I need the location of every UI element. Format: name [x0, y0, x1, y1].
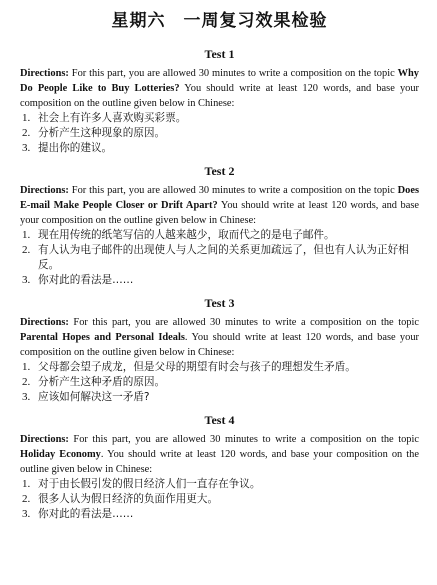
- outline-item-number: 2.: [22, 244, 31, 256]
- test-section-1: [20, 47, 419, 156]
- test-heading: Test 4: [204, 413, 235, 427]
- directions-lead: Directions:: [20, 317, 69, 328]
- outline-list: [20, 360, 419, 405]
- outline-item-text: 对于由长假引发的假日经济人们一直存在争议。: [38, 478, 261, 490]
- directions-pre: For this part, you are allowed 30 minutes to write a composition on the topic: [68, 434, 419, 445]
- outline-item-number: 3.: [22, 508, 31, 520]
- essay-topic: Parental Hopes and Personal Ideals: [20, 332, 185, 343]
- outline-item-text: 现在用传统的纸笔写信的人越来越少，取而代之的是电子邮件。: [38, 229, 335, 241]
- directions-post: . You should write at least 120 words, and base your composition on the outline given below in Chinese:: [20, 332, 419, 358]
- test-heading: Test 3: [204, 296, 235, 310]
- directions-text: [20, 432, 419, 477]
- outline-item-number: 2.: [22, 493, 31, 505]
- outline-item-text: 分析产生这种现象的原因。: [38, 127, 166, 139]
- essay-topic: Does E-mail Make People Closer or Drift Apart?: [20, 185, 419, 211]
- directions-post: You should write at least 120 words, and base your composition on the outline given below in Chinese:: [20, 200, 419, 226]
- outline-item-number: 3.: [22, 274, 31, 286]
- outline-item: [20, 375, 419, 390]
- outline-list: [20, 477, 419, 522]
- directions-text: [20, 315, 419, 360]
- outline-item: [20, 243, 419, 273]
- page-title: 星期六 一周复习效果检验: [111, 11, 328, 31]
- outline-item: [20, 477, 419, 492]
- directions-lead: Directions:: [20, 185, 69, 196]
- directions-text: [20, 66, 419, 111]
- outline-item-text: 有人认为电子邮件的出现使人与人之间的关系更加疏远了，但也有人认为正好相反。: [38, 244, 409, 271]
- outline-item-number: 1.: [22, 112, 31, 124]
- outline-item: [20, 492, 419, 507]
- outline-item: [20, 273, 419, 288]
- outline-item: [20, 507, 419, 522]
- test-section-4: [20, 413, 419, 522]
- outline-item-text: 社会上有许多人喜欢购买彩票。: [38, 112, 187, 124]
- outline-item-number: 3.: [22, 391, 31, 403]
- outline-item-text: 你对此的看法是……: [38, 508, 134, 520]
- outline-item-number: 1.: [22, 361, 31, 373]
- outline-list: [20, 228, 419, 288]
- outline-item-text: 应该如何解决这一矛盾?: [38, 391, 150, 403]
- outline-item-number: 2.: [22, 127, 31, 139]
- directions-pre: For this part, you are allowed 30 minutes to write a composition on the topic: [68, 185, 398, 196]
- directions-lead: Directions:: [20, 434, 69, 445]
- test-section-2: [20, 164, 419, 288]
- outline-item-text: 提出你的建议。: [38, 142, 113, 154]
- directions-pre: For this part, you are allowed 30 minutes to write a composition on the topic: [68, 68, 398, 79]
- directions-pre: For this part, you are allowed 30 minutes to write a composition on the topic: [68, 317, 419, 328]
- outline-item-number: 3.: [22, 142, 31, 154]
- essay-topic: Why Do People Like to Buy Lotteries?: [20, 68, 419, 94]
- directions-post: . You should write at least 120 words, and base your composition on the outline given below in Chinese:: [20, 449, 419, 475]
- outline-item-text: 很多人认为假日经济的负面作用更大。: [38, 493, 219, 505]
- outline-list: [20, 111, 419, 156]
- directions-post: You should write at least 120 words, and base your composition on the outline given below in Chinese:: [20, 83, 419, 109]
- test-heading: Test 2: [204, 164, 235, 178]
- outline-item-number: 2.: [22, 376, 31, 388]
- directions-lead: Directions:: [20, 68, 69, 79]
- test-section-3: [20, 296, 419, 405]
- essay-topic: Holiday Economy: [20, 449, 101, 460]
- outline-item: [20, 228, 419, 243]
- outline-item-text: 你对此的看法是……: [38, 274, 134, 286]
- outline-item: [20, 390, 419, 405]
- directions-text: [20, 183, 419, 228]
- outline-item: [20, 360, 419, 375]
- outline-item: [20, 111, 419, 126]
- outline-item-number: 1.: [22, 229, 31, 241]
- test-heading: Test 1: [204, 47, 235, 61]
- outline-item: [20, 126, 419, 141]
- outline-item-number: 1.: [22, 478, 31, 490]
- outline-item-text: 分析产生这种矛盾的原因。: [38, 376, 166, 388]
- outline-item-text: 父母都会望子成龙，但是父母的期望有时会与孩子的理想发生矛盾。: [38, 361, 356, 373]
- outline-item: [20, 141, 419, 156]
